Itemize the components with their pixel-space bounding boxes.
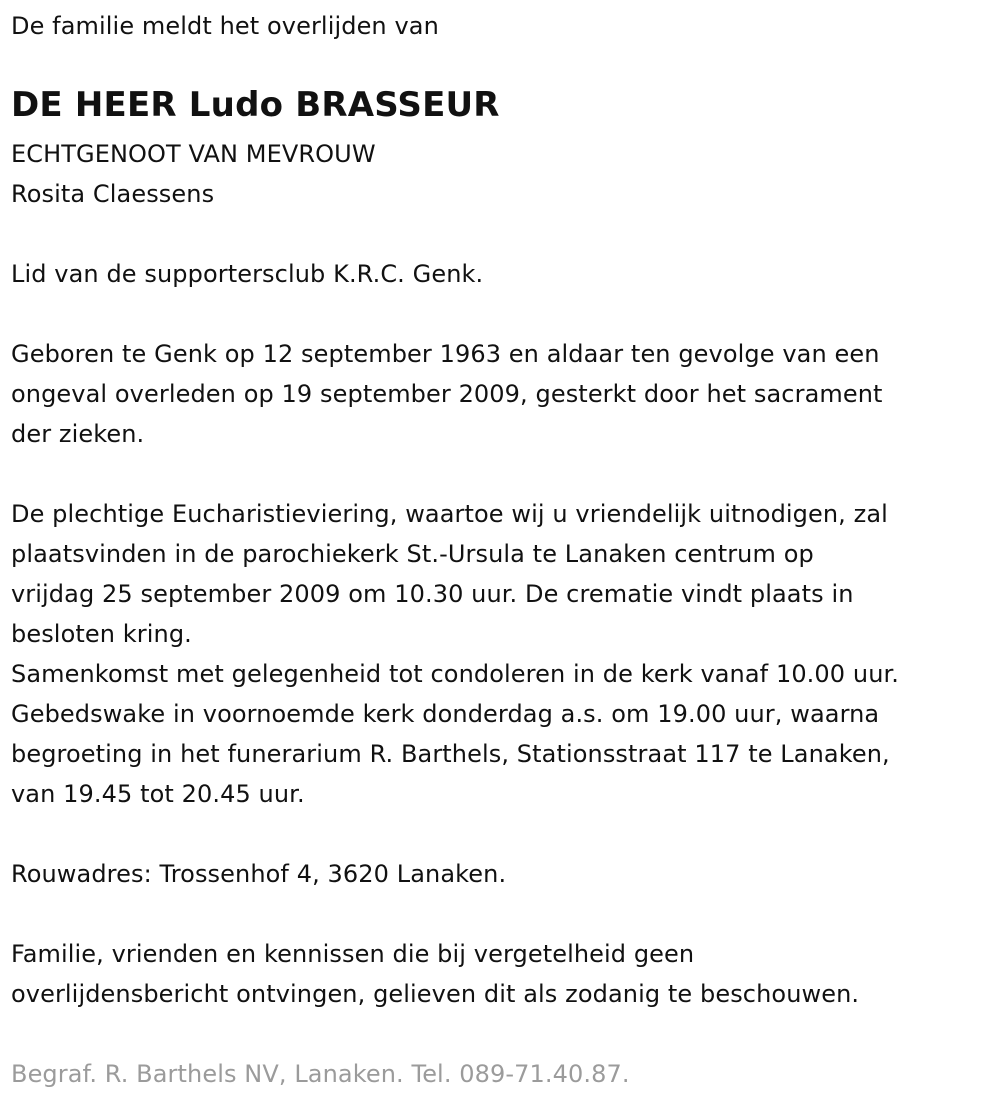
- deceased-name: DE HEER Ludo BRASSEUR: [11, 85, 500, 125]
- ceremony-line: besloten kring.: [11, 620, 192, 648]
- intro-text: De familie meldt het overlijden van: [11, 12, 439, 40]
- spouse-name: Rosita Claessens: [11, 180, 215, 208]
- spouse-label: ECHTGENOOT VAN MEVROUW: [11, 140, 376, 168]
- ceremony-line: De plechtige Eucharistieviering, waartoe wij u vriendelijk uitnodigen, zal: [11, 500, 888, 528]
- birth-death-line: der zieken.: [11, 420, 145, 448]
- ceremony-line: plaatsvinden in de parochiekerk St.-Ursula te Lanaken centrum op: [11, 540, 814, 568]
- ceremony-line: Gebedswake in voornoemde kerk donderdag a.s. om 19.00 uur, waarna: [11, 700, 880, 728]
- ceremony-line: begroeting in het funerarium R. Barthels, Stationsstraat 117 te Lanaken,: [11, 740, 890, 768]
- mourning-address: Rouwadres: Trossenhof 4, 3620 Lanaken.: [11, 860, 507, 888]
- membership-text: Lid van de supportersclub K.R.C. Genk.: [11, 260, 484, 288]
- ceremony-line: Samenkomst met gelegenheid tot condoleren in de kerk vanaf 10.00 uur.: [11, 660, 899, 688]
- birth-death-line: Geboren te Genk op 12 september 1963 en aldaar ten gevolge van een: [11, 340, 880, 368]
- birth-death-line: ongeval overleden op 19 september 2009, gesterkt door het sacrament: [11, 380, 883, 408]
- closing-line: Familie, vrienden en kennissen die bij vergetelheid geen: [11, 940, 695, 968]
- closing-line: overlijdensbericht ontvingen, gelieven dit als zodanig te beschouwen.: [11, 980, 860, 1008]
- ceremony-line: van 19.45 tot 20.45 uur.: [11, 780, 305, 808]
- funeral-home-footer: Begraf. R. Barthels NV, Lanaken. Tel. 089-71.40.87.: [11, 1060, 630, 1088]
- ceremony-line: vrijdag 25 september 2009 om 10.30 uur. De crematie vindt plaats in: [11, 580, 854, 608]
